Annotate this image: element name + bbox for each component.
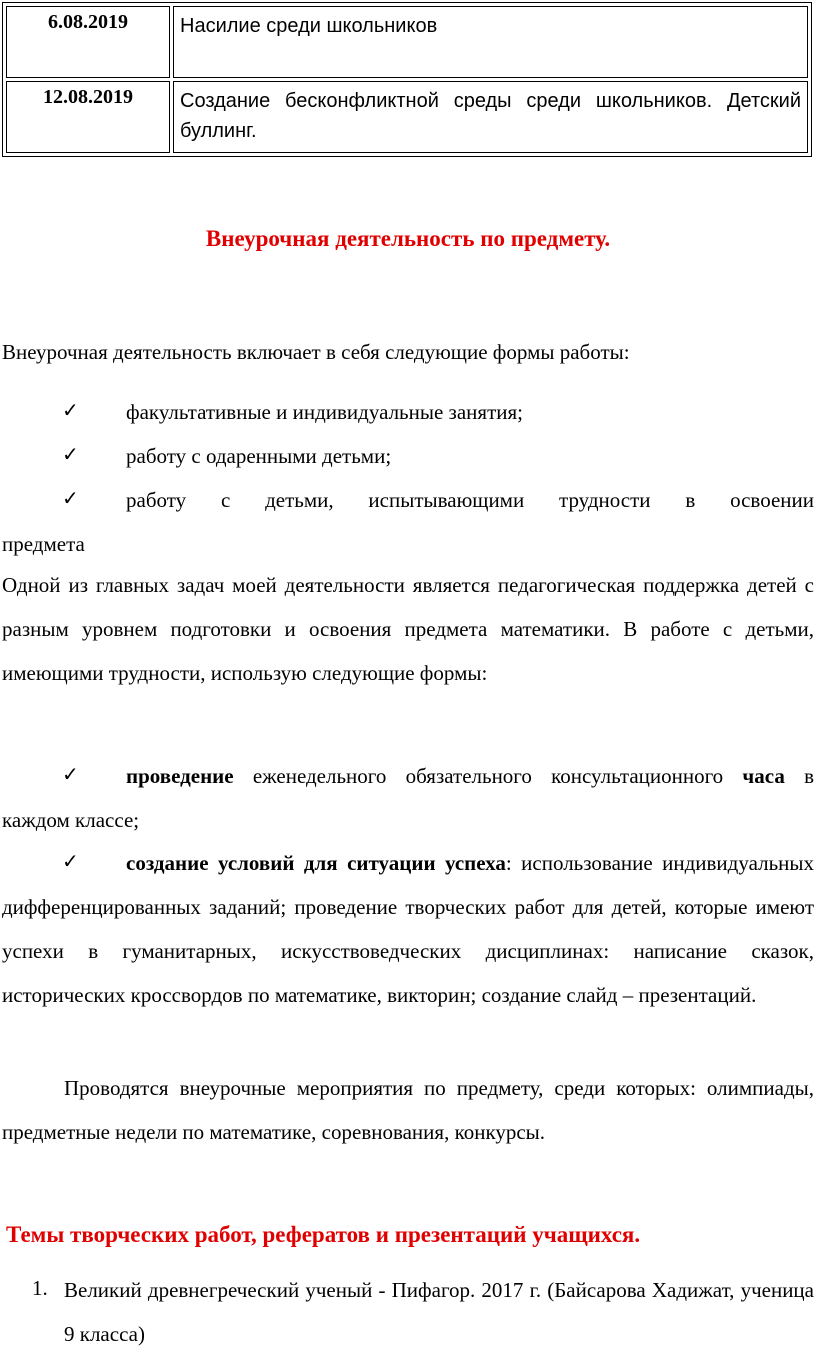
topic-cell: Насилие среди школьников <box>173 6 808 78</box>
date-cell: 12.08.2019 <box>6 81 170 153</box>
paragraph: Одной из главных задач моей деятельности является педагогическая поддержка детей с разным уровнем подготовки и освоения предмета математики. В работе с детьми, имеющими трудности, использую следующие формы: <box>2 573 814 685</box>
schedule-table <box>2 2 812 157</box>
table-row <box>6 81 808 153</box>
checkmark-icon: ✓ <box>62 762 79 786</box>
bullet-consultation: ✓ проведение еженедельного обязательного консультационного часа в каждом классе; <box>2 762 814 832</box>
checkmark-icon: ✓ <box>62 442 79 466</box>
table-row <box>6 6 808 78</box>
section-title: Внеурочная деятельность по предмету. <box>205 226 611 251</box>
paragraph: Проводятся внеурочные мероприятия по предмету, среди которых: олимпиады, предметные недели по математике, соревнования, конкурсы. <box>2 1076 814 1144</box>
checkmark-icon: ✓ <box>62 486 79 510</box>
intro-text: Внеурочная деятельность включает в себя следующие формы работы: <box>2 340 630 364</box>
section-title: Темы творческих работ, рефератов и презентаций учащихся. <box>6 1222 641 1247</box>
checkmark-icon: ✓ <box>62 398 79 422</box>
list-item-continuation: предмета <box>2 532 85 556</box>
date-cell: 6.08.2019 <box>6 6 170 78</box>
topic-cell: Создание бесконфликтной среды среди школьников. Детский буллинг. <box>173 81 808 153</box>
bullet-success: ✓ создание условий для ситуации успеха: использование индивидуальных дифференцированных заданий; проведение творческих работ для детей, которые имеют успехи в гуманитарных, искусствоведческих дисциплинах: написание сказок, исторических кроссвордов по математике, викторин; создание слайд – презентаций. <box>2 849 814 1007</box>
checkmark-icon: ✓ <box>62 849 79 873</box>
